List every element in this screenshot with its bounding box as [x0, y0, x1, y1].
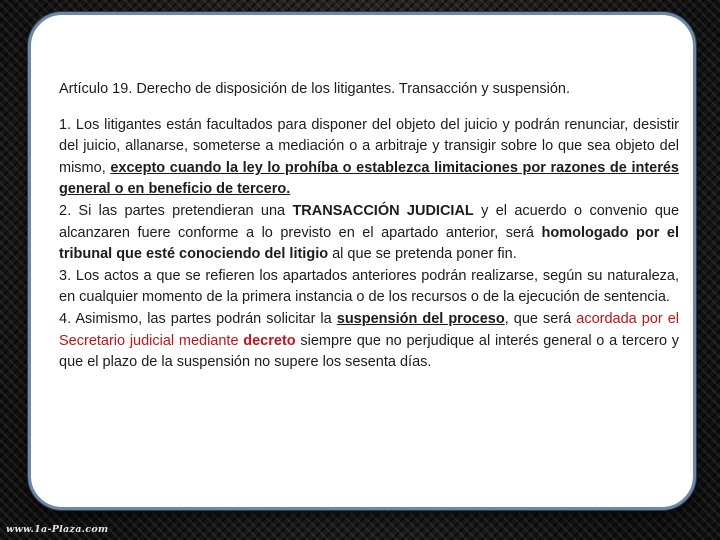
- paragraph-4-suspension: suspensión del proceso: [336, 310, 505, 327]
- paragraph-4-decreto: decreto: [243, 332, 296, 349]
- article-content: [59, 79, 679, 374]
- paragraph-4-text-a: 4. Asimismo, las partes podrán solicitar la: [59, 310, 337, 327]
- paragraph-3: 3. Los actos a que se refieren los apartados anteriores podrán realizarse, según su naturaleza, en cualquier momento de la primera instancia o de los recursos o de la ejecución de sentencia.: [59, 267, 679, 306]
- paragraph-4: [59, 309, 679, 374]
- paragraph-1-exception: excepto cuando la ley lo prohíba o establezca limitaciones por razones de interés general o en beneficio de tercero.: [59, 159, 679, 198]
- paragraph-4-text-c: , que será: [504, 310, 577, 327]
- article-title: Artículo 19. Derecho de disposición de los litigantes. Transacción y suspensión.: [59, 81, 571, 97]
- paragraph-2: [59, 201, 679, 266]
- paragraph-2-text-c: y el acuerdo o convenio que alcanzaren fuere conforme a lo previsto en el apartado anterior, será: [59, 202, 680, 241]
- paragraph-4-text-f: siempre que no perjudique al interés general o a tercero y que el plazo de la suspensión no supere los sesenta días.: [59, 332, 679, 371]
- paragraph-2-text-e: al que se pretenda poner fin.: [328, 246, 517, 263]
- paragraph-2-homologado: homologado por el tribunal que esté conociendo del litigio: [59, 224, 679, 263]
- paragraph-4-acordada: acordada por el Secretario judicial mediante: [59, 310, 680, 349]
- paragraph-1-text: 1. Los litigantes están facultados para disponer del objeto del juicio y podrán renunciar, desistir del juicio, allanarse, someterse a mediación o a arbitraje y transigir sobre lo que sea objeto del mismo,: [59, 116, 679, 176]
- paragraph-1: [59, 115, 679, 201]
- paragraph-2-transaccion: TRANSACCIÓN JUDICIAL: [292, 202, 474, 219]
- paragraph-2-text-a: 2. Si las partes pretendieran una: [59, 202, 293, 219]
- content-card: [28, 12, 696, 510]
- article-body: [59, 115, 679, 374]
- footer-watermark: www.1a-Plaza.com: [6, 524, 109, 535]
